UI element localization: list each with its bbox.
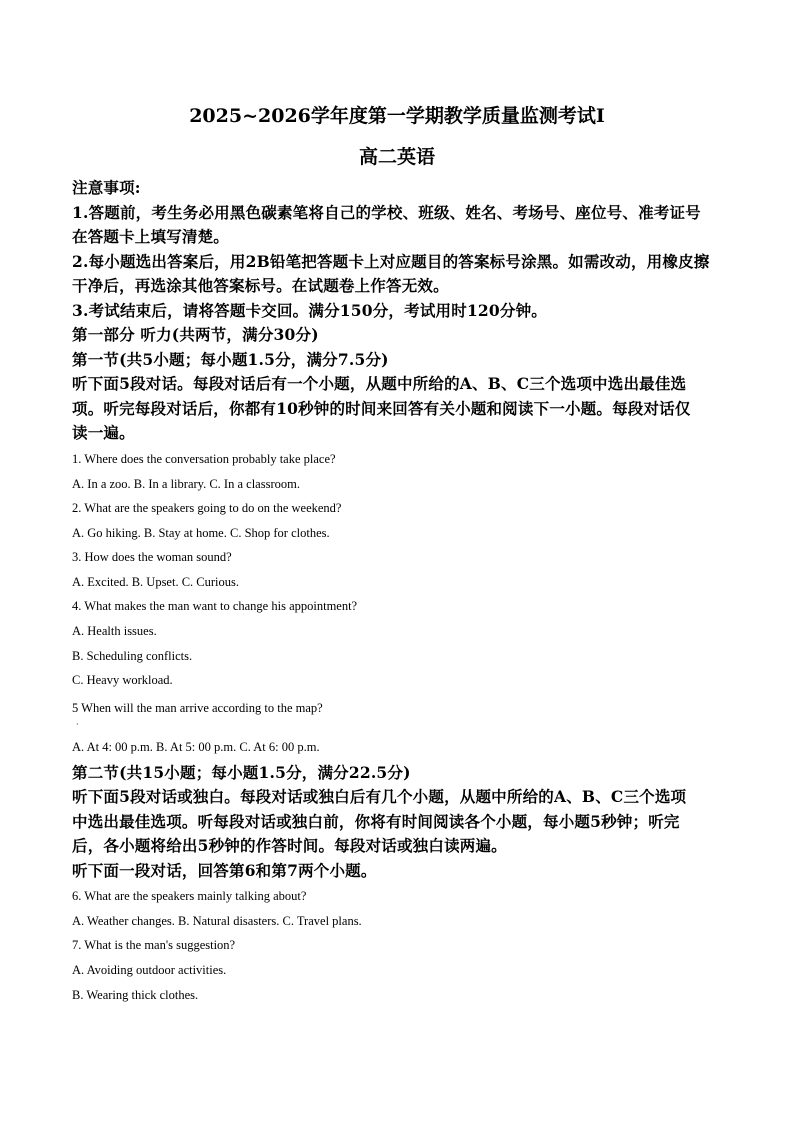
question-4-option-b: B. Scheduling conflicts. (72, 649, 193, 663)
passage-note: 听下面一段对话，回答第6和第7两个小题。 (72, 861, 377, 880)
part-1-heading: 第一部分 听力(共两节，满分30分) (72, 325, 319, 344)
stray-mark: · (76, 720, 79, 729)
question-6-options: A. Weather changes. B. Natural disasters. C. Travel plans. (72, 914, 362, 928)
notice-item-2-line-1: 2.每小题选出答案后，用2B铅笔把答题卡上对应题目的答案标号涂黑。如需改动，用橡皮擦 (72, 252, 710, 271)
exam-title: 2025~2026学年度第一学期教学质量监测考试Ⅰ (189, 105, 605, 127)
question-4: 4. What makes the man want to change his appointment? (72, 599, 358, 613)
question-4-option-a: A. Health issues. (72, 624, 157, 638)
section-2-instructions-line-3: 后，各小题将给出5秒钟的作答时间。每段对话或独白读两遍。 (72, 836, 507, 855)
section-2-heading: 第二节(共15小题；每小题1.5分，满分22.5分) (72, 763, 411, 782)
question-2: 2. What are the speakers going to do on the weekend? (72, 501, 342, 515)
section-1-heading: 第一节(共5小题；每小题1.5分，满分7.5分) (72, 350, 389, 369)
question-2-options: A. Go hiking. B. Stay at home. C. Shop for clothes. (72, 526, 330, 540)
question-6: 6. What are the speakers mainly talking about? (72, 889, 307, 903)
notice-heading: 注意事项: (72, 178, 141, 197)
question-3: 3. How does the woman sound? (72, 550, 232, 564)
section-1-instructions-line-2: 项。听完每段对话后，你都有10秒钟的时间来回答有关小题和阅读下一小题。每段对话仅 (72, 399, 691, 418)
question-4-option-c: C. Heavy workload. (72, 673, 173, 687)
question-7-option-b: B. Wearing thick clothes. (72, 988, 199, 1002)
section-2-instructions-line-2: 中选出最佳选项。听每段对话或独白前，你将有时间阅读各个小题，每小题5秒钟；听完 (72, 812, 680, 831)
notice-item-2-line-2: 干净后，再选涂其他答案标号。在试题卷上作答无效。 (72, 276, 449, 295)
notice-item-3: 3.考试结束后，请将答题卡交回。满分150分，考试用时120分钟。 (72, 301, 547, 320)
question-3-options: A. Excited. B. Upset. C. Curious. (72, 575, 240, 589)
notice-item-1-line-2: 在答题卡上填写清楚。 (72, 227, 230, 246)
subject-title: 高二英语 (358, 146, 435, 168)
question-5: 5 When will the man arrive according to the map? (72, 701, 323, 715)
question-1: 1. Where does the conversation probably take place? (72, 452, 336, 466)
section-1-instructions-line-1: 听下面5段对话。每段对话后有一个小题，从题中所给的A、B、C三个选项中选出最佳选 (72, 374, 687, 393)
question-7-option-a: A. Avoiding outdoor activities. (72, 963, 227, 977)
section-1-instructions-line-3: 读一遍。 (72, 423, 135, 442)
notice-item-1-line-1: 1.答题前，考生务必用黑色碳素笔将自己的学校、班级、姓名、考场号、座位号、准考证号 (72, 203, 701, 222)
question-7: 7. What is the man's suggestion? (72, 938, 236, 952)
question-1-options: A. In a zoo. B. In a library. C. In a classroom. (72, 477, 300, 491)
section-2-instructions-line-1: 听下面5段对话或独白。每段对话或独白后有几个小题，从题中所给的A、B、C三个选项 (72, 787, 687, 806)
question-5-options: A. At 4: 00 p.m. B. At 5: 00 p.m. C. At 6: 00 p.m. (72, 740, 320, 754)
